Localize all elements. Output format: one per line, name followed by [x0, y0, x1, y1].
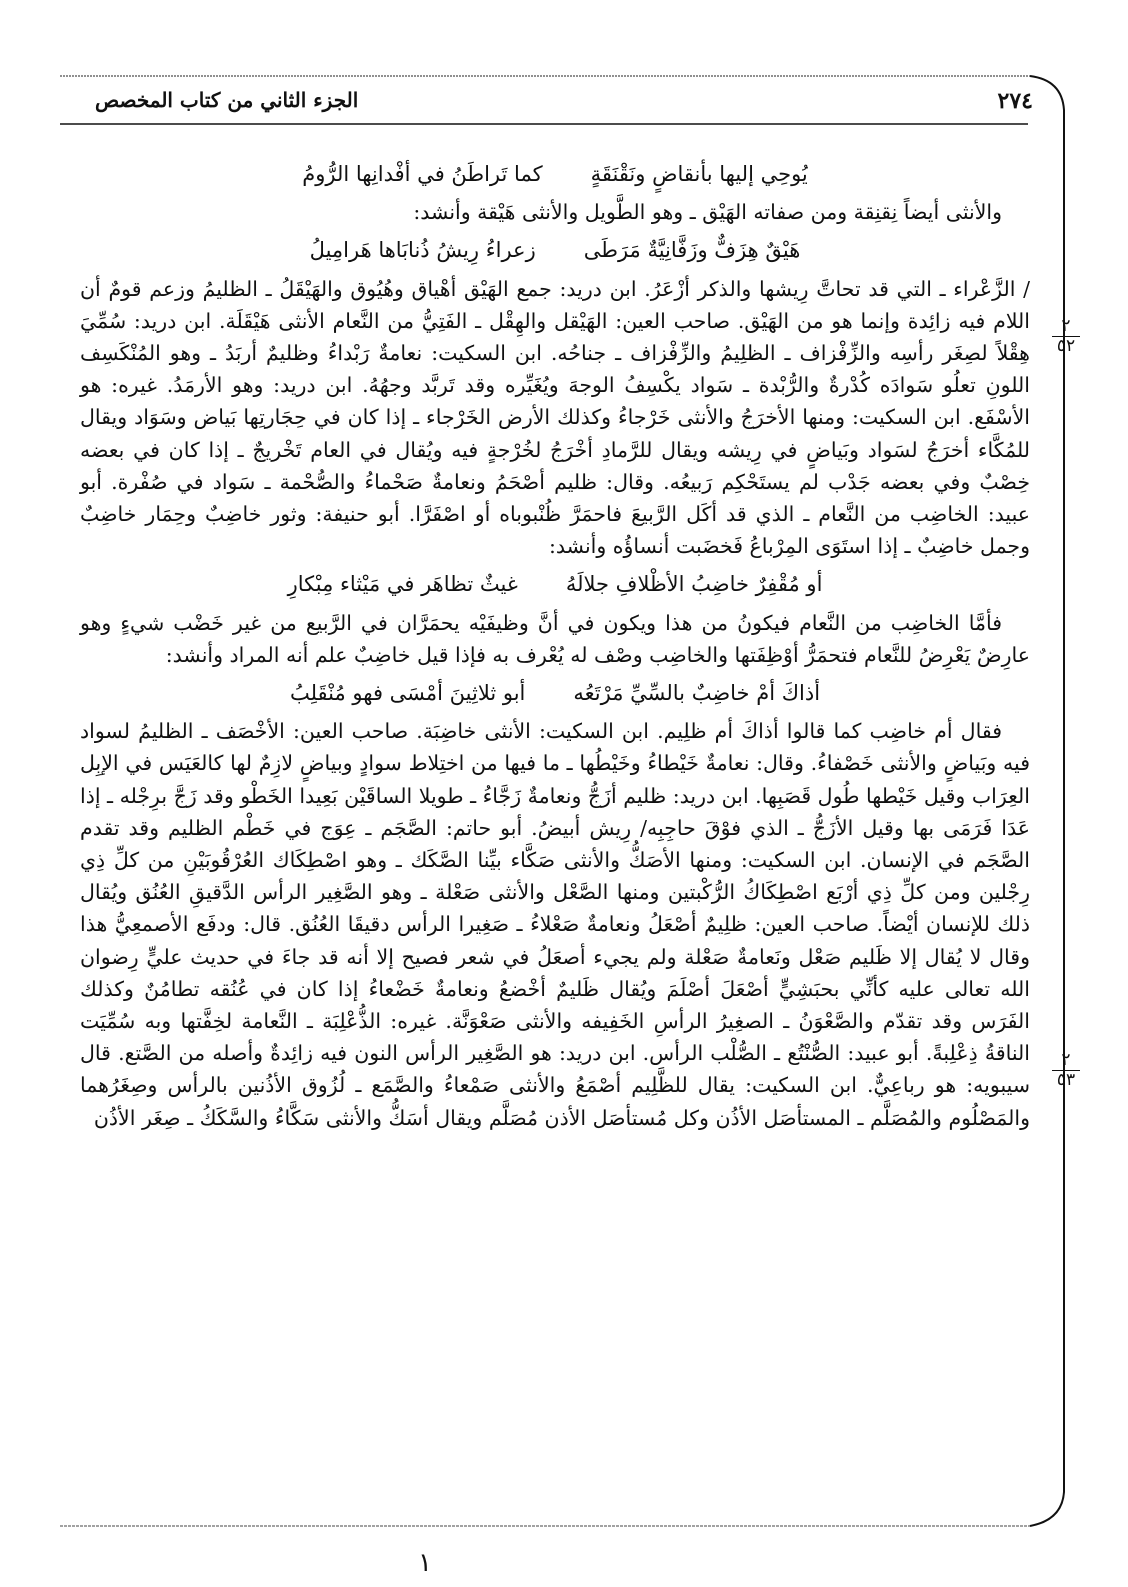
margin-note-2-bottom: ٥٣ [1056, 1070, 1076, 1090]
verse-3-left: غيثٌ تظاهَر في مَيْثاء مِبْكارِ [287, 572, 518, 597]
running-title: الجزء الثاني من كتاب المخصص [95, 88, 359, 112]
frame-right-border [1030, 76, 1064, 1526]
verse-3 [80, 568, 1030, 600]
verse-4 [80, 677, 1030, 709]
verse-4-left: أبو ثلاثِينَ أمْسَى فهو مُنْقَلِبُ [289, 681, 526, 706]
paragraph-3: فأمَّا الخاضِب من النَّعام فيكونُ من هذا ويكون في أنَّ وظيفَيْه يحمَرَّان في الرَّبيع من غير خَضْب شيءٍ وهو عارِضٌ يَعْرِضُ للنَّعام فتحمَرُّ أوْظِفَتها والخاضِب وصْف له يُعْرف به فإذا قيل خاضِبٌ علم أنه المراد وأنشد: [80, 610, 1030, 667]
verse-1 [80, 158, 1030, 190]
page-header [95, 88, 1033, 124]
main-text [80, 152, 1030, 1134]
paragraph-1: والأنثى أيضاً نِقنِقة ومن صفاته الهَيْق ـ وهو الطَّويل والأنثى هَيْقة وأنشد: [413, 200, 1002, 225]
verse-3-right: أو مُقْفِرٌ خاضِبُ الأظْلافِ جلالَهُ [565, 572, 823, 597]
margin-note-2 [1046, 1052, 1086, 1089]
margin-note-1 [1046, 318, 1086, 355]
footer-mark: ١ [418, 1548, 432, 1578]
page-number: ٢٧٤ [997, 88, 1033, 114]
margin-note-2-top: ٢ [1061, 1050, 1071, 1070]
paragraph-2: / الزَّعْراء ـ التي قد تحاتَّ رِيشها والذكر أزْعَرُ. ابن دريد: جمع الهَيْق أهْياق وهُيُوق والهَيْقَلُ ـ الظليمُ وزعم قومٌ أن اللام فيه زائِدة وإنما هو من الهَيْق. صاحب العين: الهَيْقل والهِقْل ـ الفَتِيُّ من النَّعام الأنثى هَيْقَلَة. ابن دريد: سُمِّيَ هِقْلاً لصِغَر رأسِه والزِّفْزاف ـ الظلِيمُ والزِّفْزاف ـ جناحُه. ابن السكيت: نعامةٌ رَبْداءُ وظليمٌ أربَدُ ـ وهو المُنْكَسِف اللونِ تعلُو سَوادَه كُدْرةٌ والرُّبْدة ـ سَواد يكْسِفُ الوجهَ ويُغَيِّره وقد تَربَّد وجهُهُ. ابن دريد: وهو الأرمَدُ. غيره: هو الأسْفَع. ابن السكيت: ومنها الأخرَجُ والأنثى خَرْجاءُ وكذلك الأرض الخَرْجاء ـ إذا كان في حِجَارتِها بَياض وسَوَاد ويقال للمُكَّاء أخرَجُ لسَواد وبَياضٍ في رِيشه ويقال للرَّمادِ أخْرَجُ لخُرْجةٍ فيه ويُقال في العام تَخْريجٌ ـ إذا كان في بعضه خِصْبٌ وفي بعضه جَدْب لم يستَحْكِم رَبيعُه. وقال: ظليم أصْحَمُ ونعامةٌ صَحْماءُ والصُّحْمة ـ سَواد في صُفْرة. أبو عبيد: الخاضِب من النَّعام ـ الذي قد أكَل الرَّبيعَ فاحمَرَّ ظُنْبوباه أو اصْفَرَّا. أبو حنيفة: وثور خاضِبٌ وحِمَار خاضِبٌ وجمل خاضِبٌ ـ إذا استَوَى المِرْباعُ فَخضَبت أنساؤُه وأنشد: [80, 276, 1030, 559]
verse-2-left: زعراءُ رِيشُ ذُنابَاها هَرامِيلُ [309, 238, 536, 263]
verse-2 [80, 234, 1030, 266]
verse-4-right: أذاكَ أمْ خاضِبٌ بالسِّيِّ مَرْتَعُه [573, 681, 821, 706]
paragraph-4: فقال أم خاضِب كما قالوا أذاكَ أم ظلِيم. ابن السكيت: الأنثى خاضِبَة. صاحب العين: الأخْصَف ـ الظليمُ لسواد فيه وبَياضٍ والأنثى خَصْفاءُ. وقال: نعامةٌ خَيْطاءُ وخَيْطُها ـ ما فيها من اختِلاط سوادٍ وبياضٍ لازِمٌ لها كالعَيَس في الإبِل العِرَاب وقيل خَيْطها طُول قَصَبِها. ابن دريد: ظليم أزَجُّ ونعامةٌ زَجَّاءُ ـ طويلا الساقَيْن بَعِيدا الخَطْو وقد زَجَّ برِجْله ـ إذا عَدَا فَرَمَى بها وقيل الأزَجُّ ـ الذي فوْقَ حاجِبِه/ رِيش أبيضُ. أبو حاتم: الصَّجَم ـ عِوَج في خَطْم الظليم وقد تقدم الصَّجَم في الإنسان. ابن السكيت: ومنها الأصَكُّ والأنثى صَكَّاء بيِّنا الصَّكَك ـ وهو اصْطِكَاك العُرْقُوبَيْنِ من كلِّ ذِي رِجْلين ومن كلِّ ذِي أرْبَع اصْطِكَاكُ الرُّكْبتين ومنها الصَّعْل والأنثى صَعْلة ـ وهو الصَّغِير الرأس الدَّقيقِ العُنُق ويُقال ذلك للإنسان أيْضاً. صاحب العين: ظلِيمٌ أصْعَلُ ونعامةٌ صَعْلاءُ ـ صَغِيرا الرأس دقيقَا العُنُق. قال: ودفَع الأصمعِيُّ هذا وقال لا يُقال إلا ظَليم صَعْل ونَعامةٌ صَعْلة ولم يجيء أصعَلُ في شعر فصيح إلا أنه قد جاءَ في حديث عليٍّ رِضوان الله تعالى عليه كأنِّي بحبَشِيٍّ أصْعَلَ أصْلَمَ ويُقال ظَليمٌ أخْضعُ ونعامةٌ خَضْعاءُ إذا كان في عُنُقه تطامُنٌ وكذلك الفَرَس وقد تقدّم والصَّعْوَنُ ـ الصغِيرُ الرأسِ الخَفِيفه والأنثى صَعْوَنَّة. غيره: الذُّعْلِبَة ـ النَّعامة لخِفَّتها وبه سُمِّيَت الناقةُ ذِعْلِبةً. أبو عبيد: الصُّنْتُع ـ الصُّلْب الرأس. ابن دريد: هو الصَّغِير الرأس النون فيه زائِدةٌ وأصله من الصَّتع. قال سيبويه: هو رباعِيٌّ. ابن السكيت: يقال للظَّلِيم أصْمَعُ والأنثى صَمْعاءُ والصَّمَع ـ لُزُوق الأذُنين بالرأس وصِغَرُهما والمَصْلُوم والمُصَلَّم ـ المستأصَل الأذُن وكل مُستأصَل الأذن مُصَلَّم ويقال أسَكُّ والأنثى سَكَّاءُ والسَّكَكُ ـ صِغَر الأذُن [80, 719, 1030, 1130]
verse-1-left: كما تَراطَنُ في أفْدانِها الرُّومُ [302, 162, 543, 186]
verse-1-right: يُوحِي إليها بأنقاضٍ ونَقْنَقَةٍ [590, 162, 808, 186]
margin-note-1-bottom: ٥٢ [1056, 336, 1076, 356]
margin-note-1-top: ٢ [1061, 316, 1071, 336]
verse-2-right: هَيْقٌ هِزَفٌّ وزَفَّانِيَّةٌ مَرَطَى [583, 238, 801, 263]
